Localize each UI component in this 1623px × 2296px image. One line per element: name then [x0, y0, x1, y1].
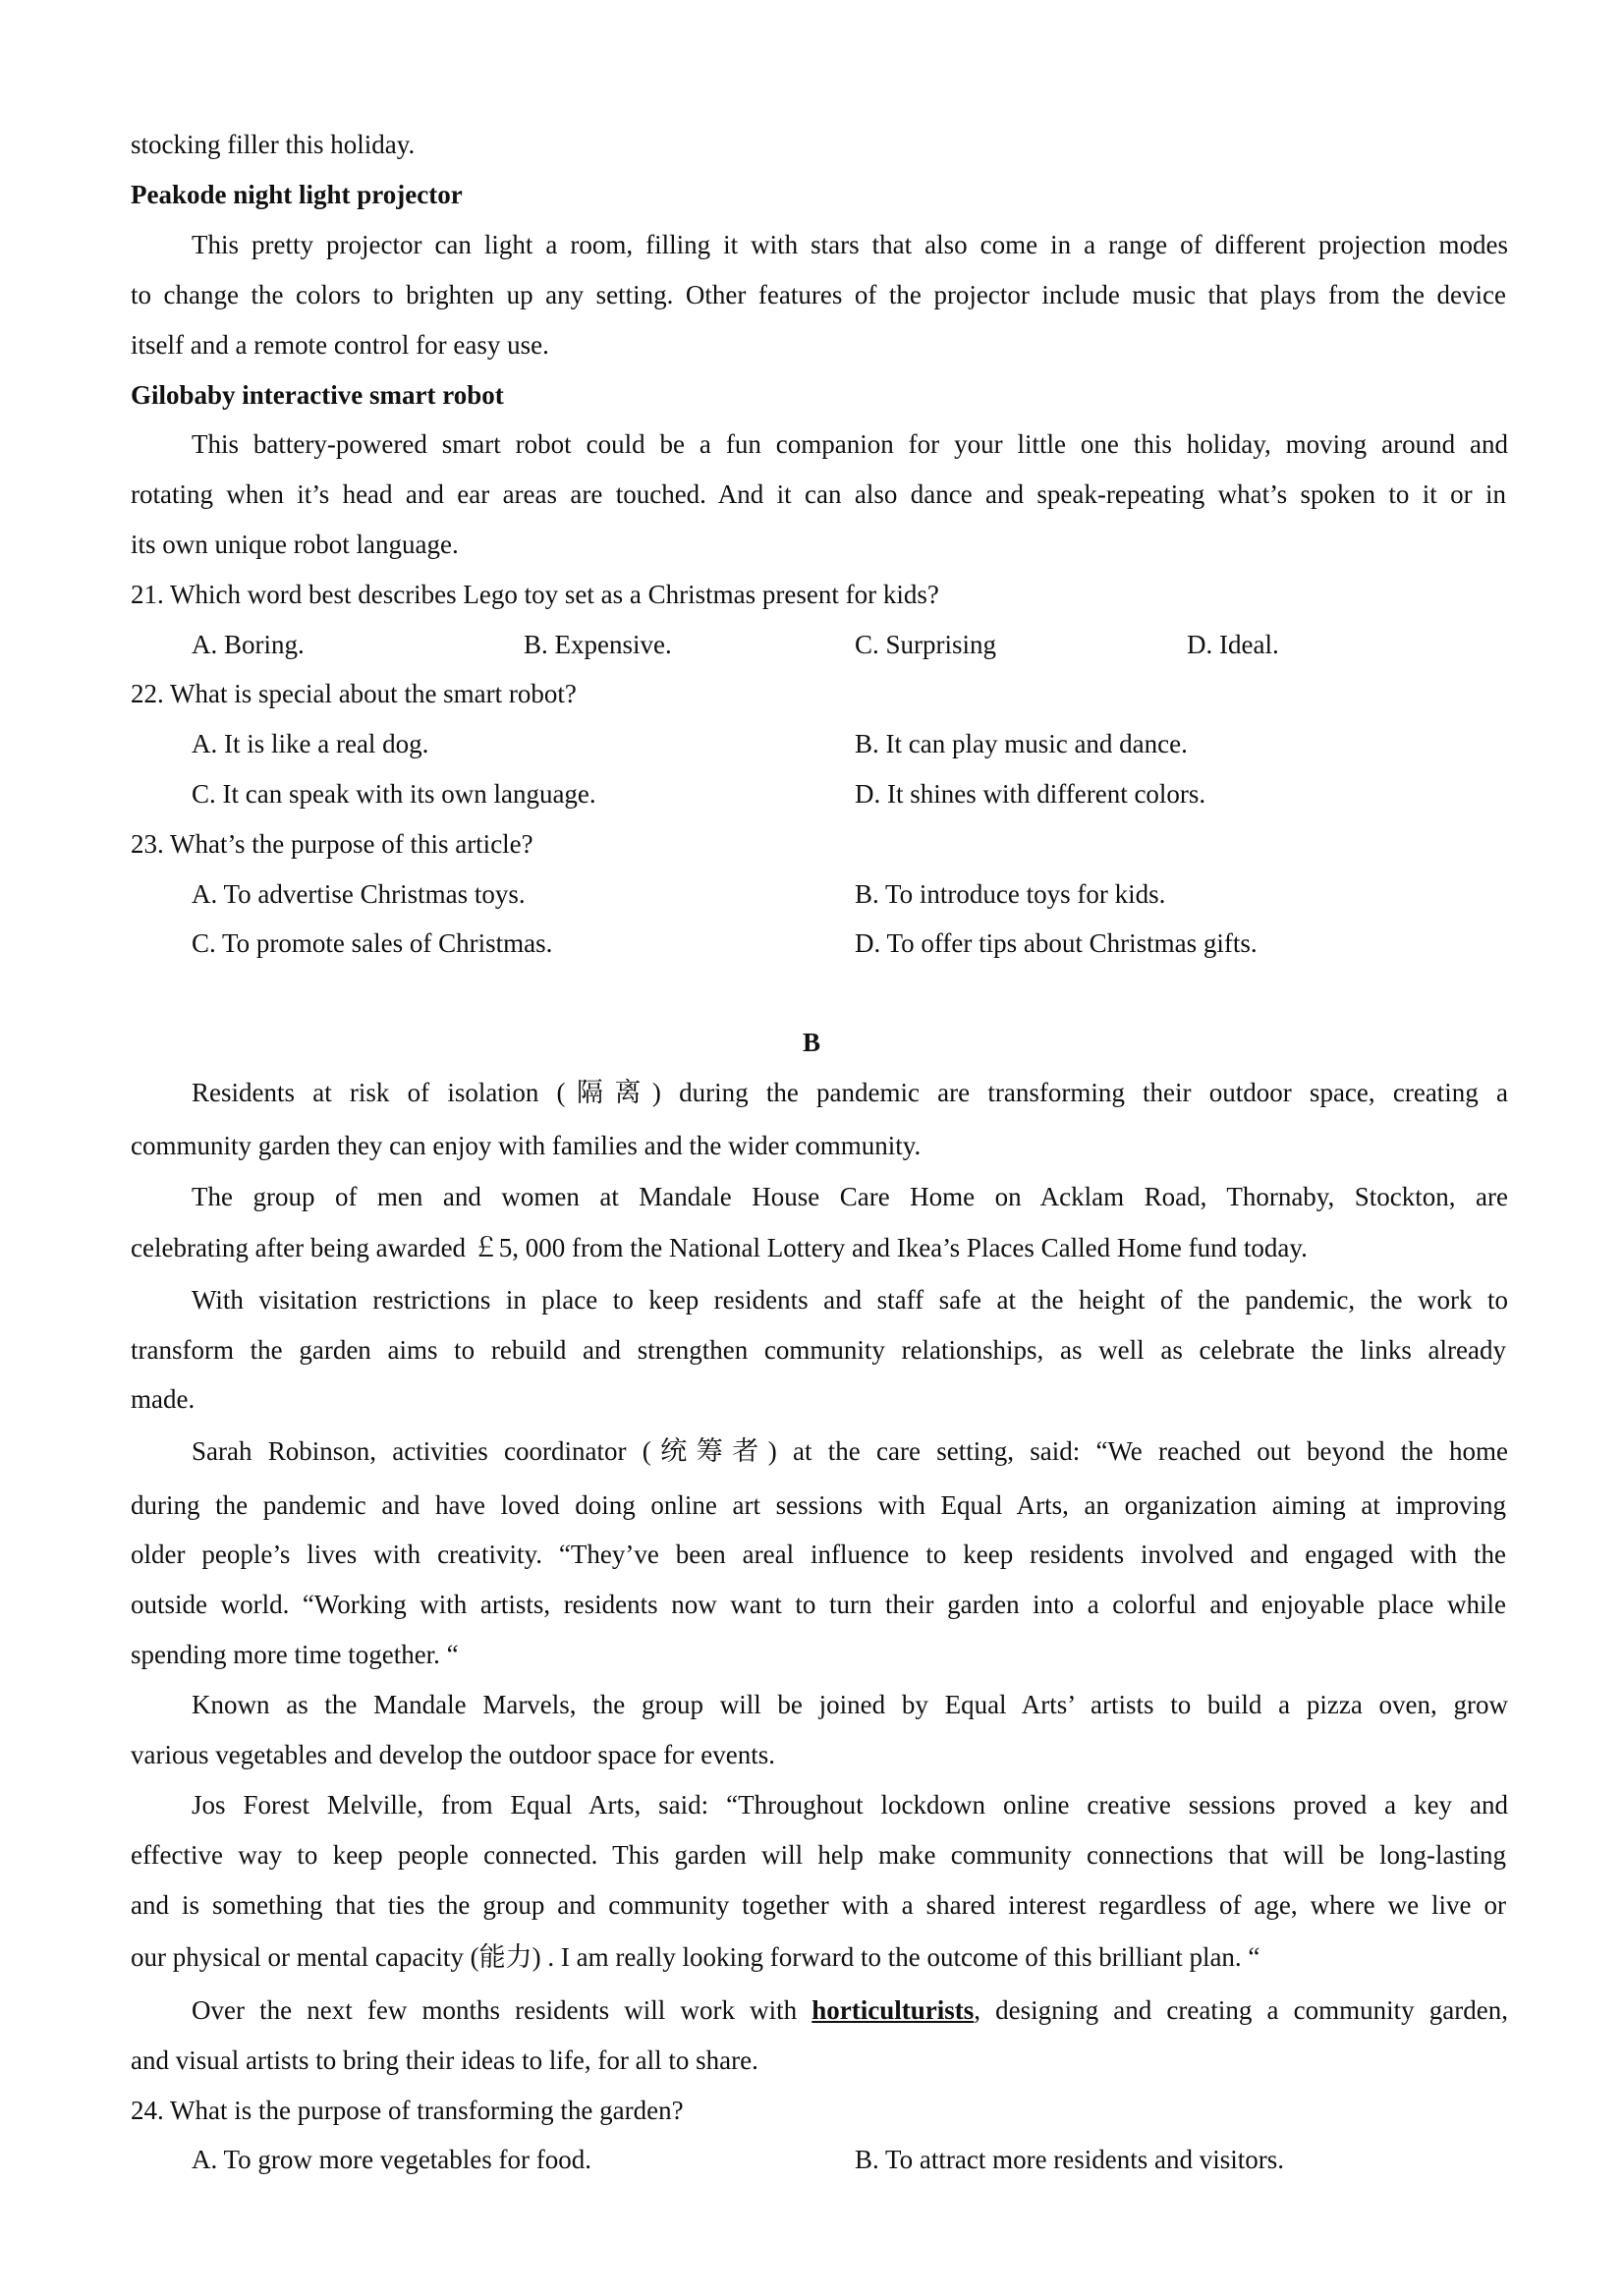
projector-text-line: This pretty projector can light a room, filling it with stars that also come in a range of different projection modes: [192, 230, 1508, 259]
b-paragraph-7-line: [192, 1993, 1508, 2027]
q21-option-b: B. Expensive.: [524, 630, 672, 659]
b-paragraph-4-line: outside world. “Working with artists, residents now want to turn their garden into a colorful and enjoyable place while: [131, 1590, 1506, 1619]
q22-option-d: D. It shines with different colors.: [855, 779, 1206, 809]
q21-option-c: C. Surprising: [855, 630, 997, 659]
b-paragraph-6-line: Jos Forest Melville, from Equal Arts, said: “Throughout lockdown online creative sessions proved a key and: [192, 1790, 1508, 1820]
question-21-stem: 21. Which word best describes Lego toy set as a Christmas present for kids?: [131, 580, 939, 609]
b-paragraph-2-line: celebrating after being awarded ￡5, 000 from the National Lottery and Ikea’s Places Called Home fund today.: [131, 1233, 1308, 1262]
projector-text-line: itself and a remote control for easy use.: [131, 330, 549, 360]
q24-option-b: B. To attract more residents and visitors.: [855, 2145, 1285, 2174]
b-paragraph-5-line: various vegetables and develop the outdoor space for events.: [131, 1740, 776, 1769]
p7-text-after: , designing and creating a community garden,: [974, 1995, 1509, 2025]
p7-text-before: Over the next few months residents will work with: [192, 1995, 812, 2025]
b-paragraph-3-line: With visitation restrictions in place to keep residents and staff safe at the height of the pandemic, the work to: [192, 1285, 1508, 1315]
b-paragraph-1-line: community garden they can enjoy with families and the wider community.: [131, 1131, 922, 1160]
question-23-stem: 23. What’s the purpose of this article?: [131, 829, 533, 859]
b-paragraph-4-line: older people’s lives with creativity. “They’ve been areal influence to keep residents involved and engaged with the: [131, 1540, 1506, 1569]
intro-tail-line: stocking filler this holiday.: [131, 130, 416, 159]
question-22-stem: 22. What is special about the smart robot?: [131, 679, 577, 708]
q21-option-a: A. Boring.: [192, 630, 305, 659]
projector-text-line: to change the colors to brighten up any setting. Other features of the projector include music that plays from the device: [131, 280, 1506, 309]
q22-option-a: A. It is like a real dog.: [192, 729, 429, 758]
b-paragraph-4-line: Sarah Robinson, activities coordinator (统筹者) at the care setting, said: “We reached out beyond the home: [192, 1436, 1508, 1466]
b-paragraph-4-line: spending more time together. “: [131, 1640, 459, 1669]
b-paragraph-1-line: Residents at risk of isolation (隔离) during the pandemic are transforming their outdoor space, creating a: [192, 1078, 1508, 1107]
b-paragraph-2-line: The group of men and women at Mandale House Care Home on Acklam Road, Thornaby, Stockton, are: [192, 1182, 1508, 1211]
b-paragraph-3-line: transform the garden aims to rebuild and strengthen community relationships, as well as celebrate the links already: [131, 1335, 1506, 1365]
q23-option-b: B. To introduce toys for kids.: [855, 879, 1166, 909]
question-24-stem: 24. What is the purpose of transforming the garden?: [131, 2096, 684, 2125]
b-paragraph-4-line: during the pandemic and have loved doing online art sessions with Equal Arts, an organization aiming at improving: [131, 1490, 1506, 1520]
product-title-robot: Gilobaby interactive smart robot: [131, 380, 504, 410]
robot-text-line: This battery-powered smart robot could be a fun companion for your little one this holiday, moving around and: [192, 429, 1508, 459]
q23-option-c: C. To promote sales of Christmas.: [192, 928, 553, 958]
q23-option-a: A. To advertise Christmas toys.: [192, 879, 526, 909]
section-b-heading: B: [802, 1028, 820, 1057]
b-paragraph-6-line: our physical or mental capacity (能力) . I am really looking forward to the outcome of this brilliant plan. “: [131, 1942, 1260, 1972]
q22-option-b: B. It can play music and dance.: [855, 729, 1188, 758]
product-title-projector: Peakode night light projector: [131, 180, 463, 209]
b-paragraph-6-line: and is something that ties the group and community together with a shared interest regardless of age, where we live or: [131, 1890, 1506, 1920]
underlined-keyword: horticulturists: [812, 1995, 975, 2025]
q21-option-d: D. Ideal.: [1187, 630, 1279, 659]
b-paragraph-3-line: made.: [131, 1384, 196, 1414]
robot-text-line: its own unique robot language.: [131, 530, 459, 559]
q23-option-d: D. To offer tips about Christmas gifts.: [855, 928, 1258, 958]
robot-text-line: rotating when it’s head and ear areas are touched. And it can also dance and speak-repeating what’s spoken to it or in: [131, 479, 1506, 509]
q22-option-c: C. It can speak with its own language.: [192, 779, 596, 809]
b-paragraph-7-line: and visual artists to bring their ideas to life, for all to share.: [131, 2045, 758, 2075]
b-paragraph-5-line: Known as the Mandale Marvels, the group will be joined by Equal Arts’ artists to build a pizza oven, grow: [192, 1690, 1508, 1719]
b-paragraph-6-line: effective way to keep people connected. This garden will help make community connections that will be long-lasting: [131, 1840, 1506, 1870]
q24-option-a: A. To grow more vegetables for food.: [192, 2145, 592, 2174]
